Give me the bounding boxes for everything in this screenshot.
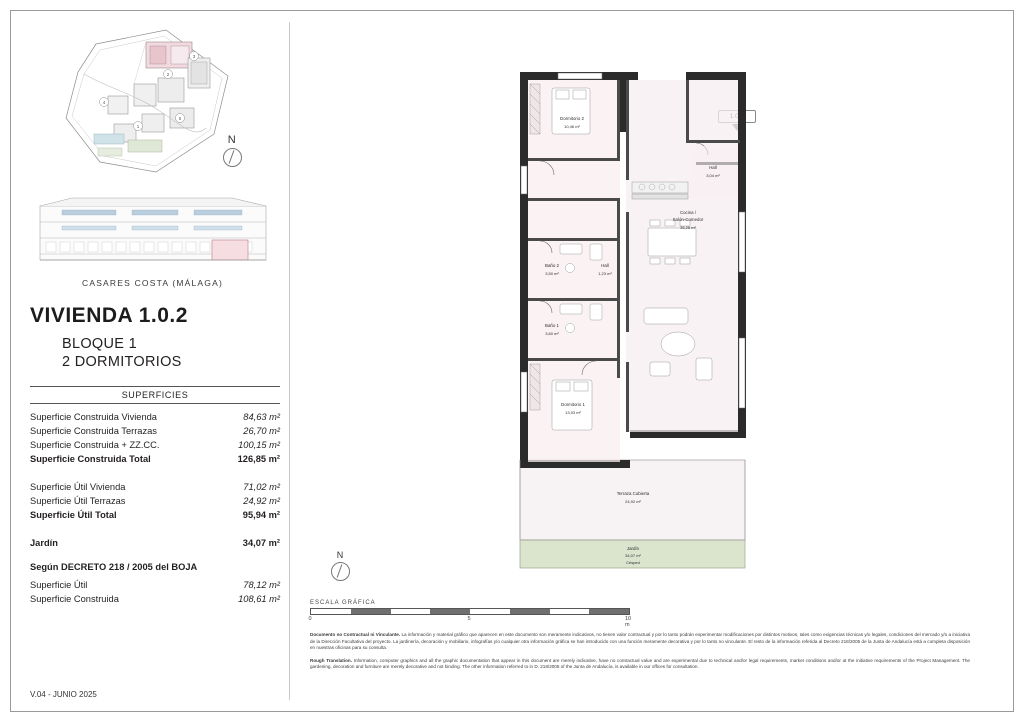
room-label: Jardín xyxy=(626,546,640,551)
surfaces-table xyxy=(30,386,280,606)
row-label: Superficie Útil Terrazas xyxy=(30,496,126,506)
table-row xyxy=(30,410,280,424)
block-label: BLOQUE 1 xyxy=(62,336,137,352)
north-compass-icon xyxy=(223,148,242,167)
row-label: Superficie Construida Total xyxy=(30,454,151,464)
site-plan xyxy=(38,22,258,182)
row-value: 126,85 m² xyxy=(237,454,280,464)
room-area: 3,50 m² xyxy=(545,271,559,276)
room-label: Hall xyxy=(709,165,717,170)
scale-tick: 10 m xyxy=(624,616,632,628)
legal-disclaimer xyxy=(310,632,970,677)
room-label: Salón-Comedor xyxy=(672,217,704,222)
legal-paragraph-en xyxy=(310,658,970,671)
legal-bold-en: Rough Translation. xyxy=(310,657,352,663)
left-column xyxy=(30,22,280,702)
row-value: 78,12 m² xyxy=(243,580,280,590)
north-compass-icon xyxy=(331,562,350,581)
scale-tick: 0 xyxy=(308,616,312,622)
row-label: Superficie Construida Terrazas xyxy=(30,426,157,436)
legal-paragraph-es xyxy=(310,632,970,652)
row-value: 24,92 m² xyxy=(243,496,280,506)
row-label: Superficie Construida Vivienda xyxy=(30,412,157,422)
row-label: Superficie Útil Total xyxy=(30,510,117,520)
spacer xyxy=(30,522,280,530)
legal-text-es: La información y material gráfico que aparecen en este documento son meramente indicativos, no tienen valor contractual y por lo tanto podrán experimentar modificaciones por distintos motivos, tales como exigencias técnicas y/o legales, condiciones del mercado y/o a iniciativa de la Dirección Facultativa del proyecto. La jardinería, decoración y mobiliario, infografías y/o cualquier otra información gráfica se han introducido con una función meramente decorativa y por lo tanto no vinculante. El resto de la información referida al Decreto 218/2005 de la Junta de Andalucía está a completa disposición en nuestras oficinas para su consulta. xyxy=(310,632,970,651)
scale-bar-graphic xyxy=(310,608,630,615)
room-label: Hall xyxy=(601,263,609,268)
room-area: 1,23 m² xyxy=(598,271,612,276)
room-sub: Césped xyxy=(626,560,640,565)
room-area: 34,07 m² xyxy=(625,553,641,558)
row-label: Superficie Construida xyxy=(30,594,119,604)
north-label: N xyxy=(227,134,237,146)
page-title: VIVIENDA 1.0.2 xyxy=(30,304,188,327)
scale-ticks xyxy=(308,615,632,628)
legal-text-en: Information, computer graphics and all the graphic documentation that appear in this document are merely indicative, have no contractual value and are experimental due to technical and/or legal requirements, market conditions and/or at the initiative requirements of the Project Management. The gardening, decoration and furniture are merely decorative and not binding. The other information referred to in D. 218/2005 of the Junta de Andalucía, is available in our offices for consultation. xyxy=(310,657,970,670)
bedrooms-label: 2 DORMITORIOS xyxy=(62,354,182,370)
room-label: Terraza Cubierta xyxy=(616,491,650,496)
row-label: Superficie Útil Vivienda xyxy=(30,482,126,492)
table-row xyxy=(30,592,280,606)
surfaces-header: SUPERFICIES xyxy=(30,386,280,404)
table-row xyxy=(30,508,280,522)
row-value: 108,61 m² xyxy=(238,594,280,604)
right-column xyxy=(300,22,1000,702)
column-divider xyxy=(289,22,290,700)
scale-title: ESCALA GRÁFICA xyxy=(310,600,376,606)
table-row xyxy=(30,480,280,494)
table-row xyxy=(30,536,280,550)
scale-tick: 5 xyxy=(467,616,471,622)
svg-text:4: 4 xyxy=(102,100,106,105)
surfaces-group-1 xyxy=(30,410,280,466)
row-value: 34,07 m² xyxy=(242,538,280,548)
room-area: 13,93 m² xyxy=(565,410,581,415)
row-value: 95,94 m² xyxy=(242,510,280,520)
room-area: 24,92 m² xyxy=(625,499,641,504)
svg-text:5: 5 xyxy=(178,116,182,121)
row-value: 84,63 m² xyxy=(243,412,280,422)
row-value: 71,02 m² xyxy=(243,482,280,492)
location-caption: CASARES COSTA (MÁLAGA) xyxy=(81,278,224,288)
room-area: 3,60 m² xyxy=(545,331,559,336)
title-block xyxy=(30,304,280,370)
table-row xyxy=(30,494,280,508)
table-row xyxy=(30,578,280,592)
legal-bold-es: Documento no Contractual ni Vinculante. xyxy=(310,632,401,637)
scale-bar xyxy=(308,600,640,628)
table-row xyxy=(30,424,280,438)
room-label: Dormitorio 2 xyxy=(560,116,584,121)
room-label: Dormitorio 1 xyxy=(561,402,585,407)
surfaces-group-3 xyxy=(30,536,280,550)
building-elevation xyxy=(36,192,271,272)
row-value: 100,15 m² xyxy=(238,440,280,450)
room-area: 3,04 m² xyxy=(706,173,720,178)
table-row xyxy=(30,452,280,466)
spacer xyxy=(30,466,280,474)
room-label: Baño 1 xyxy=(545,323,559,328)
floor-plan xyxy=(500,62,790,582)
decree-note: Según DECRETO 218 / 2005 del BOJA xyxy=(30,562,198,572)
room-area: 10,46 m² xyxy=(564,124,580,129)
room-label: Cocina / xyxy=(679,210,697,215)
room-area: 35,26 m² xyxy=(680,225,696,230)
svg-text:3: 3 xyxy=(192,54,196,59)
version-label: V.04 - JUNIO 2025 xyxy=(30,690,97,699)
row-value: 26,70 m² xyxy=(243,426,280,436)
north-indicator-siteplan xyxy=(212,134,252,167)
room-label: Baño 2 xyxy=(545,263,559,268)
row-label: Superficie Construida + ZZ.CC. xyxy=(30,440,160,450)
row-label: Jardín xyxy=(30,538,58,548)
svg-text:1: 1 xyxy=(136,124,140,129)
table-row xyxy=(30,438,280,452)
svg-text:2: 2 xyxy=(166,72,170,77)
surfaces-group-4 xyxy=(30,578,280,606)
surfaces-group-2 xyxy=(30,480,280,522)
north-indicator-plan xyxy=(318,550,362,581)
spacer xyxy=(30,550,280,558)
north-label: N xyxy=(336,550,344,560)
row-label: Superficie Útil xyxy=(30,580,88,590)
